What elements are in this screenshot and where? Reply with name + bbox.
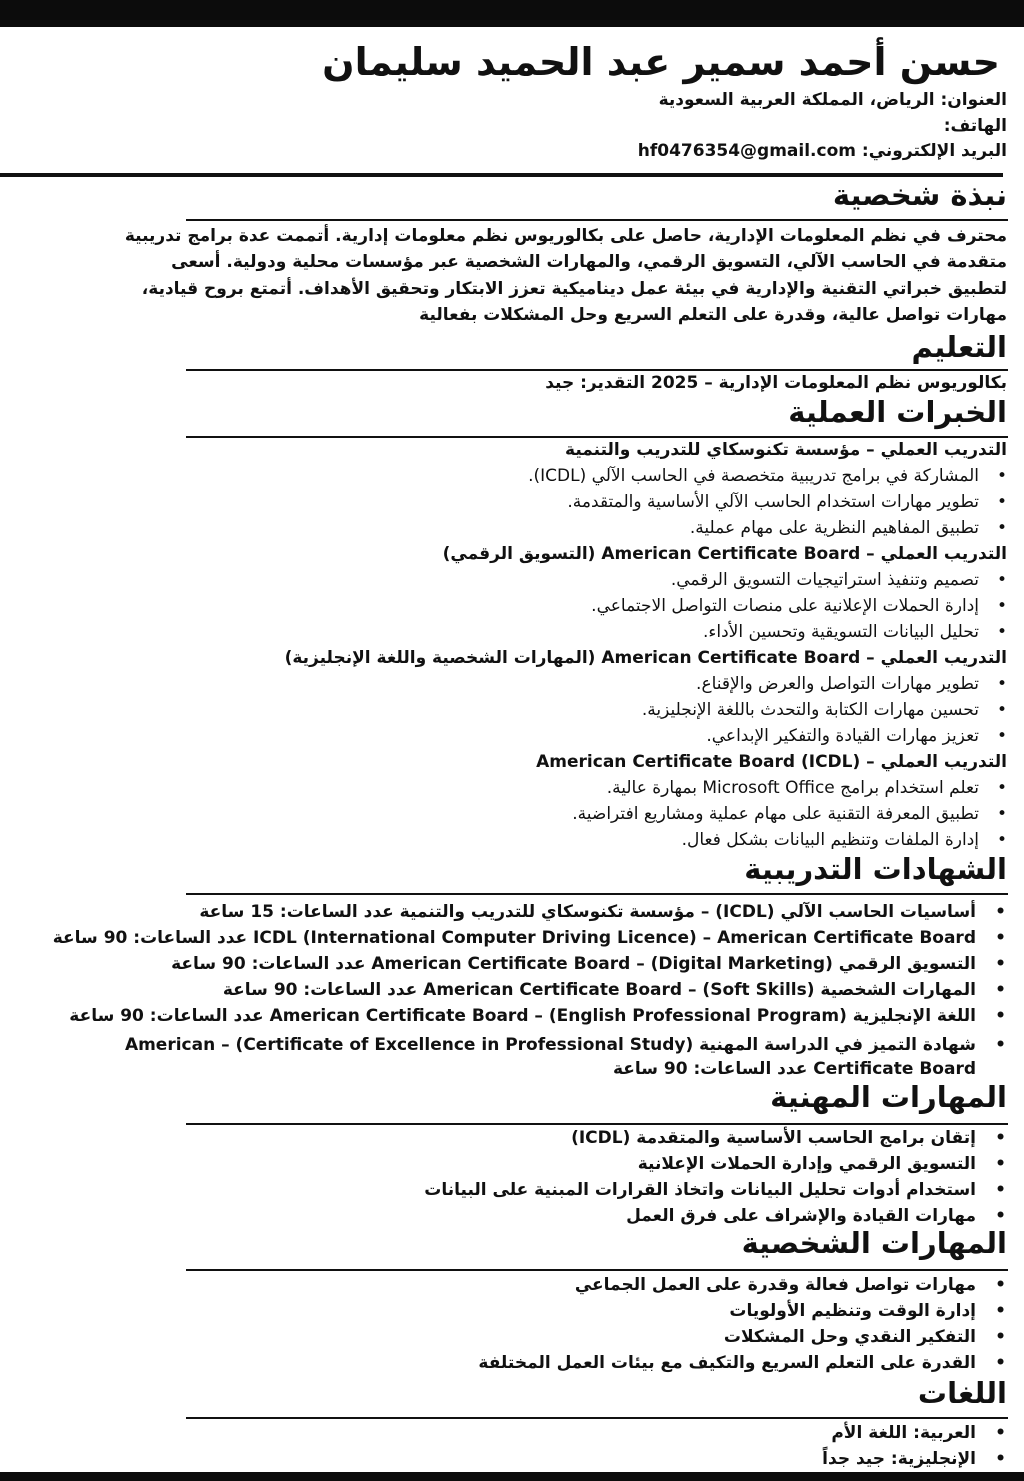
job-bullet: • تعزيز مهارات القيادة والتفكير الإبداعي. [706, 727, 979, 747]
job-bullet: • المشاركة في برامج تدريبية متخصصة في الحاسب الآلي (ICDL). [528, 467, 979, 487]
job-bullet: • إدارة الملفات وتنظيم البيانات بشكل فعال. [682, 831, 979, 851]
job-bullet: • تطوير مهارات استخدام الحاسب الآلي الأساسية والمتقدمة. [567, 493, 979, 513]
top-border-bar [0, 0, 1024, 27]
address-line: العنوان: الرياض، المملكة العربية السعودية [658, 90, 1007, 110]
profile-line-4: مهارات تواصل عالية، وقدرة على التعلم السريع وحل المشكلات بفعالية [419, 305, 1007, 325]
experience-divider [186, 436, 1008, 438]
job-bullet: • تحليل البيانات التسويقية وتحسين الأداء. [703, 623, 979, 643]
personal-skill-item: • التفكير النقدي وحل المشكلات [724, 1328, 976, 1348]
certificate-item: • المهارات الشخصية (Soft Skills) – American Certificate Board عدد الساعات: 90 ساعة [223, 981, 976, 1001]
job-title: التدريب العملي – American Certificate Board (المهارات الشخصية واللغة الإنجليزية) [284, 648, 1007, 668]
professional-skill-item: • استخدام أدوات تحليل البيانات واتخاذ القرارات المبنية على البيانات [424, 1181, 976, 1201]
certificate-item: • شهادة التميز في الدراسة المهنية (Certificate of Excellence in Professional Study) – American Certificate Board عدد الساعات: 90 ساعة [66, 1033, 976, 1081]
experience-heading: الخبرات العملية [788, 395, 1007, 429]
bottom-border-bar [0, 1472, 1024, 1481]
job-bullet: • إدارة الحملات الإعلانية على منصات التواصل الاجتماعي. [591, 597, 979, 617]
languages-heading: اللغات [917, 1376, 1007, 1410]
language-item: • الإنجليزية: جيد جداً [822, 1450, 976, 1470]
language-item: • العربية: اللغة الأم [831, 1424, 976, 1444]
professional-skill-item: • إتقان برامج الحاسب الأساسية والمتقدمة (ICDL) [571, 1129, 976, 1149]
job-bullet: • تحسين مهارات الكتابة والتحدث باللغة الإنجليزية. [642, 701, 979, 721]
job-title: التدريب العملي – American Certificate Board (ICDL) [536, 752, 1007, 772]
email-value[interactable]: hf0476354@gmail.com [637, 141, 856, 161]
personal-skills-heading: المهارات الشخصية [741, 1226, 1007, 1260]
personal-skills-divider [186, 1269, 1008, 1271]
candidate-name: حسن أحمد سمير عبد الحميد سليمان [322, 40, 1000, 84]
profile-heading: نبذة شخصية [832, 178, 1007, 212]
professional-skills-heading: المهارات المهنية [770, 1080, 1007, 1114]
education-entry: بكالوريوس نظم المعلومات الإدارية – 2025 التقدير: جيد [545, 373, 1007, 393]
job-bullet: • تصميم وتنفيذ استراتيجيات التسويق الرقمي. [671, 571, 979, 591]
personal-skill-item: • القدرة على التعلم السريع والتكيف مع بيئات العمل المختلفة [478, 1354, 976, 1374]
job-bullet: • تطوير مهارات التواصل والعرض والإقناع. [696, 675, 979, 695]
certificate-item: • أساسيات الحاسب الآلي (ICDL) – مؤسسة تكنوسكاي للتدريب والتنمية عدد الساعات: 15 ساعة [199, 903, 976, 923]
job-bullet: • تطبيق المفاهيم النظرية على مهام عملية. [690, 519, 979, 539]
header-divider [0, 173, 1003, 177]
email-line [638, 142, 1007, 162]
profile-line-2: متقدمة في الحاسب الآلي، التسويق الرقمي، والمهارات الشخصية عبر مؤسسات محلية ودولية. أسعى [171, 252, 1007, 272]
job-bullet: • تعلم استخدام برامج Microsoft Office بمهارة عالية. [607, 779, 979, 799]
personal-skill-item: • إدارة الوقت وتنظيم الأولويات [729, 1302, 976, 1322]
professional-skill-item: • مهارات القيادة والإشراف على فرق العمل [626, 1207, 976, 1227]
certificates-heading: الشهادات التدريبية [744, 852, 1007, 886]
certificate-item: • ICDL (International Computer Driving Licence) – American Certificate Board عدد الساعات: 90 ساعة [53, 929, 976, 949]
phone-label: الهاتف: [943, 116, 1007, 136]
job-title: التدريب العملي – مؤسسة تكنوسكاي للتدريب والتنمية [565, 440, 1007, 460]
professional-skills-divider [186, 1123, 1008, 1125]
profile-line-3: لتطبيق خبراتي التقنية والإدارية في بيئة عمل ديناميكية تعزز الابتكار وتحقيق الأهداف. أتمتع بروح قيادية، [141, 279, 1007, 299]
profile-line-1: محترف في نظم المعلومات الإدارية، حاصل على بكالوريوس نظم معلومات إدارية. أتممت عدة برامج تدريبية [124, 226, 1007, 246]
profile-divider [186, 219, 1008, 221]
job-bullet: • تطبيق المعرفة التقنية على مهام عملية ومشاريع افتراضية. [572, 805, 979, 825]
personal-skill-item: • مهارات تواصل فعالة وقدرة على العمل الجماعي [575, 1276, 976, 1296]
email-label: البريد الإلكتروني: [861, 141, 1007, 161]
certificate-item: • اللغة الإنجليزية (English Professional Program) – American Certificate Board عدد الساعات: 90 ساعة [69, 1007, 976, 1027]
certificate-item: • التسويق الرقمي (Digital Marketing) – American Certificate Board عدد الساعات: 90 ساعة [171, 955, 976, 975]
languages-divider [186, 1417, 1008, 1419]
professional-skill-item: • التسويق الرقمي وإدارة الحملات الإعلانية [638, 1155, 976, 1175]
education-divider [186, 369, 1008, 371]
job-title: التدريب العملي – American Certificate Board (التسويق الرقمي) [442, 544, 1007, 564]
education-heading: التعليم [911, 330, 1007, 364]
certificates-divider [186, 893, 1008, 895]
